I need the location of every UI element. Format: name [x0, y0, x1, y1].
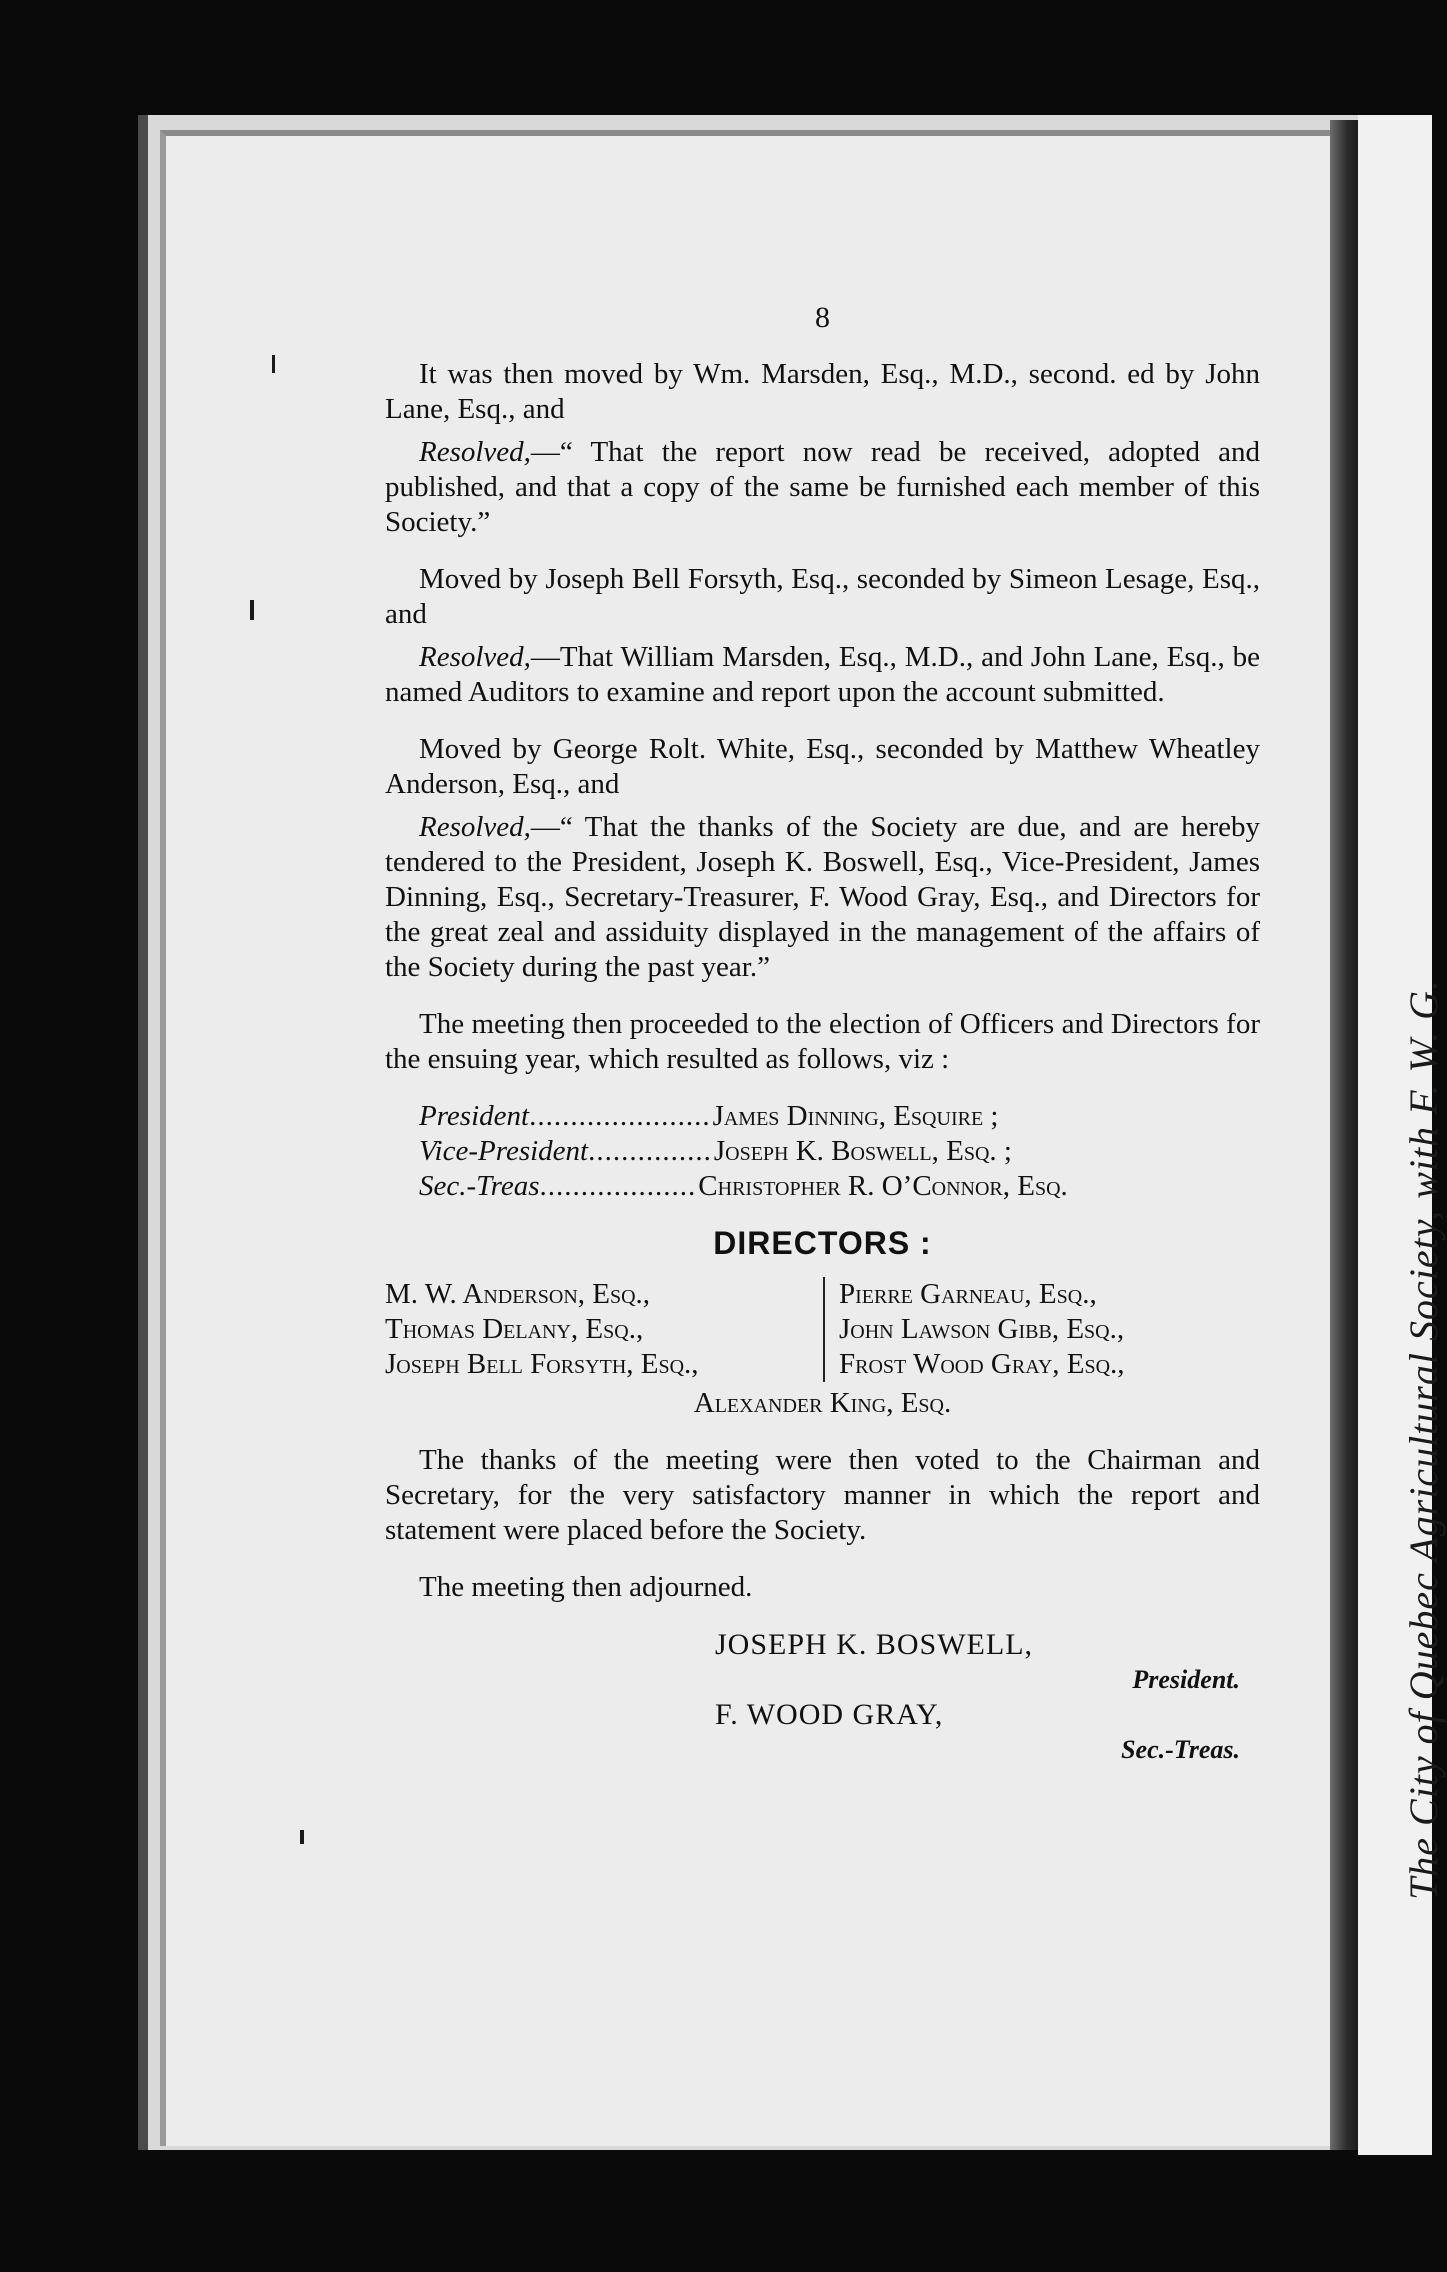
officer-row: Vice-President ............... Joseph K. Boswell, Esq. ; [419, 1135, 1012, 1167]
officers-list [419, 1099, 1260, 1204]
paragraph-motion-2: Moved by Joseph Bell Forsyth, Esq., seconded by Simeon Lesage, Esq., and [385, 563, 1260, 630]
officer-row: President ...................... James Dinning, Esquire ; [419, 1100, 999, 1132]
page-number: 8 [815, 301, 830, 334]
ink-mark [250, 600, 254, 620]
directors-left-column [385, 1277, 825, 1382]
signatory-title: Sec.-Treas. [1121, 1735, 1240, 1764]
directors-heading: DIRECTORS : [713, 1225, 932, 1261]
director-name: Frost Wood Gray, Esq., [839, 1348, 1125, 1380]
ink-mark [272, 355, 275, 373]
director-name: M. W. Anderson, Esq., [385, 1278, 651, 1310]
signatory-name: F. WOOD GRAY, [715, 1698, 944, 1731]
signature-block [715, 1627, 1260, 1767]
paragraph-motion-1: It was then moved by Wm. Marsden, Esq., M.D., second. ed by John Lane, Esq., and [385, 358, 1260, 425]
page-gutter-shadow [1330, 120, 1358, 2150]
facing-page-spine-text: The City of Quebec Agricultural Society, with F. W. G. [1401, 979, 1446, 1900]
director-name: John Lawson Gibb, Esq., [839, 1313, 1125, 1345]
directors-right-column [825, 1277, 1255, 1382]
paragraph-thanks: The thanks of the meeting were then voted to the Chairman and Secretary, for the very satisfactory manner in which the report and statement were placed before the Society. [385, 1444, 1260, 1546]
resolved-label: Resolved, [419, 811, 531, 843]
director-name: Thomas Delany, Esq., [385, 1313, 644, 1345]
signatory-name: JOSEPH K. BOSWELL, [715, 1628, 1034, 1661]
resolution-2: Resolved,—That William Marsden, Esq., M.D., and John Lane, Esq., be named Auditors to examine and report upon the account submitted. [385, 641, 1260, 708]
director-name: Alexander King, Esq. [693, 1387, 952, 1419]
resolved-label: Resolved, [419, 641, 531, 673]
document-body [385, 300, 1260, 1767]
paragraph-motion-3: Moved by George Rolt. White, Esq., seconded by Matthew Wheatley Anderson, Esq., and [385, 733, 1260, 800]
resolution-3: Resolved,—“ That the thanks of the Society are due, and are hereby tendered to the President, Joseph K. Boswell, Esq., Vice-President, James Dinning, Esq., Secretary-Treasurer, F. Wood Gray, Esq., and Directors for the great zeal and assiduity displayed in the management of the affairs of the Society during the past year.” [385, 811, 1260, 983]
ink-mark [300, 1830, 304, 1844]
paragraph-election: The meeting then proceeded to the election of Officers and Directors for the ensuing year, which resulted as follows, viz : [385, 1008, 1260, 1075]
resolved-label: Resolved, [419, 436, 531, 468]
paragraph-adjourned: The meeting then adjourned. [419, 1571, 753, 1603]
signatory-title: President. [1132, 1665, 1240, 1694]
directors-list [385, 1277, 1260, 1382]
resolution-1: Resolved,—“ That the report now read be received, adopted and published, and that a copy of the same be furnished each member of this Society.” [385, 436, 1260, 538]
director-name: Pierre Garneau, Esq., [839, 1278, 1097, 1310]
director-name: Joseph Bell Forsyth, Esq., [385, 1348, 699, 1380]
officer-row: Sec.-Treas ................... Christopher R. O’Connor, Esq. [419, 1170, 1068, 1202]
